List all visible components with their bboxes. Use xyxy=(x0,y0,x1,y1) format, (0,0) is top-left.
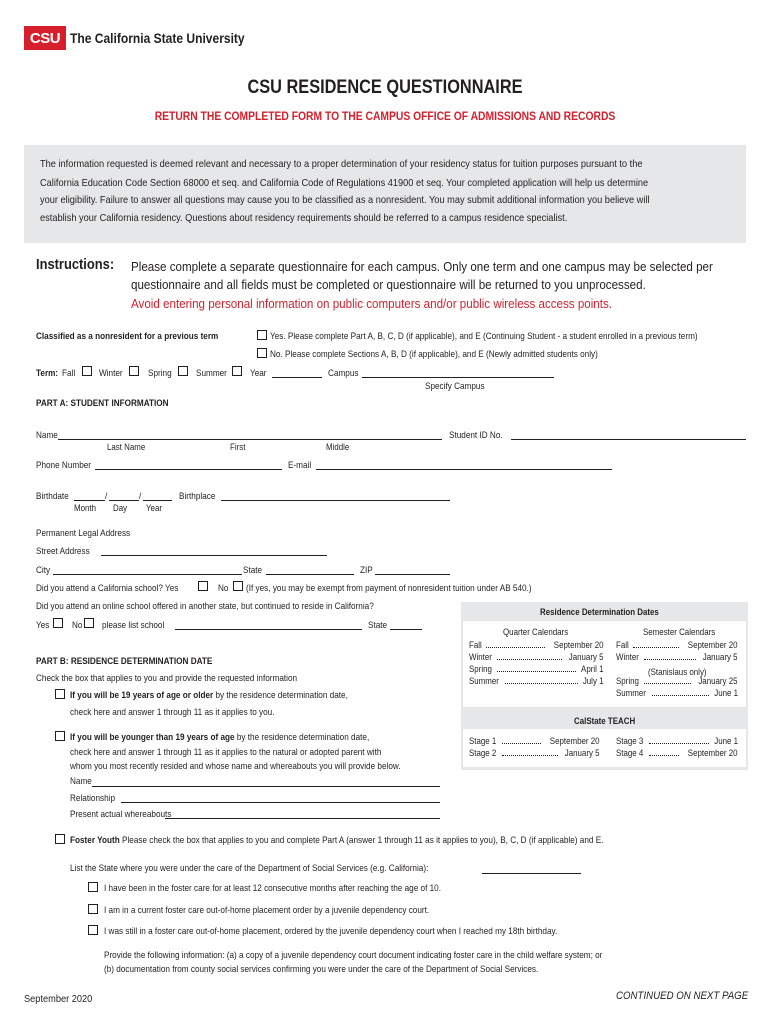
classified-yes-text: Yes. Please complete Part A, B, C, D (if applicable), and E (Continuing Student - a student enrolled in a previous term) xyxy=(270,331,698,341)
birth-year-caption: Year xyxy=(146,503,163,513)
dot-leader xyxy=(502,743,541,744)
classified-label: Classified as a nonresident for a previous term xyxy=(36,331,219,341)
birthplace-field[interactable] xyxy=(221,500,450,501)
teach-date: June 1 xyxy=(714,736,738,746)
semester-list xyxy=(616,638,738,698)
age-19-older-rest: by the residence determination date, xyxy=(215,690,348,700)
student-id-field[interactable] xyxy=(511,439,746,440)
name-middle-caption: Middle xyxy=(326,442,350,452)
teach-term: Stage 2 xyxy=(469,748,497,758)
ca-school-no-checkbox[interactable] xyxy=(233,581,243,591)
classified-yes-checkbox[interactable] xyxy=(257,330,267,340)
birth-day-caption: Day xyxy=(113,503,128,513)
provide-info-line1: Provide the following information: (a) a copy of a juvenile dependency court document indicating foster care in the child welfare system; or xyxy=(104,950,603,960)
phone-field[interactable] xyxy=(95,469,282,470)
term-winter-checkbox[interactable] xyxy=(129,366,139,376)
instructions-warning: Avoid entering personal information on public computers and/or public wireless access points. xyxy=(131,296,613,311)
age-19-older-line2: check here and answer 1 through 11 as it applies to you. xyxy=(70,707,275,717)
foster-youth-checkbox[interactable] xyxy=(55,834,65,844)
intro-line: California Education Code Section 68000 et seq. and California Code of Regulations 41900 et seq. Your completed application will help us determine xyxy=(40,177,649,189)
classified-no-text: No. Please complete Sections A, B, D (if applicable), and E (Newly admitted students only) xyxy=(270,349,598,359)
zip-field[interactable] xyxy=(375,574,450,575)
email-label: E-mail xyxy=(288,460,312,470)
foster-youth-text xyxy=(70,835,603,846)
under-19-line2: check here and answer 1 through 11 as it applies to the natural or adopted parent with xyxy=(70,747,382,757)
parent-name-field[interactable] xyxy=(92,786,440,787)
term-campus-label: Campus xyxy=(328,368,359,378)
foster-option-2-text: I am in a current foster care out-of-home placement order by a juvenile dependency court. xyxy=(104,905,430,915)
semester-term: Spring xyxy=(616,676,639,686)
quarter-date: September 20 xyxy=(554,640,604,650)
term-year-field[interactable] xyxy=(272,377,322,378)
instructions-text: questionnaire and all fields must be completed or questionnaire will be returned to you unprocessed. xyxy=(131,277,646,292)
semester-term: Winter xyxy=(616,652,639,662)
quarter-calendars-title: Quarter Calendars xyxy=(503,627,569,637)
teach-row xyxy=(616,734,738,746)
foster-youth-bold: Foster Youth xyxy=(70,835,120,845)
online-school-question: Did you attend an online school offered in another state, but continued to reside in California? xyxy=(36,601,374,611)
term-summer-checkbox[interactable] xyxy=(232,366,242,376)
semester-date: June 1 xyxy=(714,688,738,698)
name-field[interactable] xyxy=(58,439,442,440)
footer-continued: CONTINUED ON NEXT PAGE xyxy=(615,990,748,1002)
quarter-date: January 5 xyxy=(569,652,604,662)
online-yes-checkbox[interactable] xyxy=(53,618,63,628)
under-19-bold: If you will be younger than 19 years of age xyxy=(70,732,235,742)
quarter-row xyxy=(469,674,604,686)
age-19-older-bold: If you will be 19 years of age or older xyxy=(70,690,214,700)
birthdate-slash: / xyxy=(105,491,108,501)
foster-option-1-checkbox[interactable] xyxy=(88,882,98,892)
part-a-heading: PART A: STUDENT INFORMATION xyxy=(36,398,169,408)
term-year-label: Year xyxy=(250,368,267,378)
name-first-caption: First xyxy=(230,442,246,452)
foster-option-3-checkbox[interactable] xyxy=(88,925,98,935)
birth-year-field[interactable] xyxy=(143,500,172,501)
part-b-heading: PART B: RESIDENCE DETERMINATION DATE xyxy=(36,656,213,666)
footer-date: September 2020 xyxy=(24,993,93,1005)
quarter-term: Winter xyxy=(469,652,492,662)
birthdate-label: Birthdate xyxy=(36,491,69,501)
age-19-older-checkbox[interactable] xyxy=(55,689,65,699)
part-b-intro: Check the box that applies to you and provide the requested information xyxy=(36,673,298,683)
term-summer-label: Summer xyxy=(196,368,227,378)
ca-school-no-label: No xyxy=(218,583,229,593)
zip-label: ZIP xyxy=(360,565,373,575)
quarter-row xyxy=(469,638,604,650)
teach-term: Stage 1 xyxy=(469,736,497,746)
term-fall-label: Fall xyxy=(62,368,76,378)
semester-term: Fall xyxy=(616,640,629,650)
dot-leader xyxy=(649,755,679,756)
quarter-term: Spring xyxy=(469,664,492,674)
relationship-field[interactable] xyxy=(121,802,440,803)
dot-leader xyxy=(644,659,696,660)
residence-dates-title: Residence Determination Dates xyxy=(540,607,659,617)
calstate-teach-title: CalState TEACH xyxy=(574,716,636,726)
foster-youth-rest: Please check the box that applies to you and complete Part A (answer 1 through 11 as it applies to you), B, C, D (if applicable) and E. xyxy=(121,835,604,845)
list-school-label: please list school xyxy=(102,620,165,630)
term-winter-label: Winter xyxy=(99,368,123,378)
instructions-text: Please complete a separate questionnaire for each campus. Only one term and one campus may be selected per xyxy=(131,259,713,274)
birthplace-label: Birthplace xyxy=(179,491,216,501)
permanent-address-label: Permanent Legal Address xyxy=(36,528,131,538)
semester-note xyxy=(616,662,738,677)
ca-school-note: (If yes, you may be exempt from payment of nonresident tuition under AB 540.) xyxy=(246,583,532,593)
online-no-label: No xyxy=(72,620,83,630)
quarter-term: Fall xyxy=(469,640,482,650)
teach-date: September 20 xyxy=(688,748,738,758)
name-last-caption: Last Name xyxy=(107,442,146,452)
ca-school-question: Did you attend a California school? Yes xyxy=(36,583,179,593)
quarter-date: July 1 xyxy=(583,676,604,686)
online-yes-label: Yes xyxy=(36,620,50,630)
email-field[interactable] xyxy=(316,469,612,470)
semester-date: January 25 xyxy=(698,676,738,686)
city-label: City xyxy=(36,565,51,575)
instructions-heading: Instructions: xyxy=(36,256,115,273)
semester-date: January 5 xyxy=(703,652,738,662)
quarter-term: Summer xyxy=(469,676,499,686)
whereabouts-label: Present actual whereabouts xyxy=(70,809,172,819)
foster-state-label: List the State where you were under the care of the Department of Social Services (e.g. California): xyxy=(70,863,429,873)
term-spring-checkbox[interactable] xyxy=(178,366,188,376)
foster-option-2-checkbox[interactable] xyxy=(88,904,98,914)
street-field[interactable] xyxy=(101,555,327,556)
teach-row xyxy=(469,734,600,746)
name-label: Name xyxy=(36,430,58,440)
intro-line: establish your California residency. Questions about residency requirements should be referred to a campus residence specialist. xyxy=(40,212,568,224)
term-fall-checkbox[interactable] xyxy=(82,366,92,376)
term-specify-campus: Specify Campus xyxy=(425,381,485,391)
foster-option-3-text: I was still in a foster care out-of-home placement, ordered by the juvenile dependency court when I reached my 18th birthday. xyxy=(104,926,558,936)
semester-date: September 20 xyxy=(688,640,738,650)
intro-line: your eligibility. Failure to answer all questions may cause you to be classified as a nonresident. You may submit additional information you believe will xyxy=(40,194,650,206)
dot-leader xyxy=(649,743,709,744)
under-19-checkbox[interactable] xyxy=(55,731,65,741)
ca-school-yes-checkbox[interactable] xyxy=(198,581,208,591)
birth-month-caption: Month xyxy=(74,503,97,513)
stanislaus-note: (Stanislaus only) xyxy=(647,667,707,677)
dot-leader xyxy=(644,683,691,684)
foster-option-1-text: I have been in the foster care for at least 12 consecutive months after reaching the age of 10. xyxy=(104,883,442,893)
dot-leader xyxy=(502,755,558,756)
classified-no-checkbox[interactable] xyxy=(257,348,267,358)
online-state-field[interactable] xyxy=(390,629,422,630)
birth-day-field[interactable] xyxy=(109,500,139,501)
provide-info-line2: (b) documentation from county social services confirming you were under the care of the Department of Social Services. xyxy=(104,964,539,974)
dot-leader xyxy=(497,659,562,660)
birthdate-slash: / xyxy=(139,491,142,501)
teach-row xyxy=(616,746,738,758)
page-subtitle: RETURN THE COMPLETED FORM TO THE CAMPUS OFFICE OF ADMISSIONS AND RECORDS xyxy=(154,109,616,123)
csu-logo-name: The California State University xyxy=(70,30,245,46)
online-state-label: State xyxy=(368,620,388,630)
parent-name-label: Name xyxy=(70,776,92,786)
semester-calendars-title: Semester Calendars xyxy=(643,627,716,637)
teach-left-list xyxy=(469,734,600,758)
quarter-date: April 1 xyxy=(581,664,604,674)
dot-leader xyxy=(497,671,576,672)
csu-logo xyxy=(24,26,273,50)
term-label: Term: xyxy=(36,368,59,378)
dot-leader xyxy=(652,695,709,696)
street-label: Street Address xyxy=(36,546,90,556)
phone-label: Phone Number xyxy=(36,460,92,470)
semester-row xyxy=(616,638,738,650)
semester-row xyxy=(616,650,738,662)
csu-logo-mark: CSU xyxy=(24,26,66,50)
teach-term: Stage 4 xyxy=(616,748,644,758)
teach-term: Stage 3 xyxy=(616,736,644,746)
teach-right-list xyxy=(616,734,738,758)
quarter-row xyxy=(469,662,604,674)
semester-row xyxy=(616,686,738,698)
term-campus-field[interactable] xyxy=(362,377,554,378)
relationship-label: Relationship xyxy=(70,793,116,803)
quarter-row xyxy=(469,650,604,662)
quarter-list xyxy=(469,638,604,686)
semester-term: Summer xyxy=(616,688,646,698)
page-title: CSU RESIDENCE QUESTIONNAIRE xyxy=(247,77,523,98)
dot-leader xyxy=(486,647,546,648)
term-spring-label: Spring xyxy=(148,368,172,378)
city-field[interactable] xyxy=(53,574,242,575)
state-label: State xyxy=(243,565,263,575)
intro-line: The information requested is deemed relevant and necessary to a proper determination of your residency status for tuition purposes pursuant to the xyxy=(40,158,643,170)
teach-date: September 20 xyxy=(550,736,600,746)
online-no-checkbox[interactable] xyxy=(84,618,94,628)
dot-leader xyxy=(633,647,680,648)
list-school-field[interactable] xyxy=(175,629,362,630)
whereabouts-field[interactable] xyxy=(165,818,440,819)
teach-date: January 5 xyxy=(565,748,600,758)
dot-leader xyxy=(505,683,578,684)
student-id-label: Student ID No. xyxy=(449,430,503,440)
under-19-rest: by the residence determination date, xyxy=(236,732,370,742)
under-19-line3: whom you most recently resided and whose name and whereabouts you will provide below. xyxy=(70,761,401,771)
teach-row xyxy=(469,746,600,758)
age-19-older-text xyxy=(70,690,348,701)
foster-state-field[interactable] xyxy=(482,873,581,874)
state-field[interactable] xyxy=(266,574,354,575)
under-19-text xyxy=(70,732,369,743)
birth-month-field[interactable] xyxy=(74,500,105,501)
